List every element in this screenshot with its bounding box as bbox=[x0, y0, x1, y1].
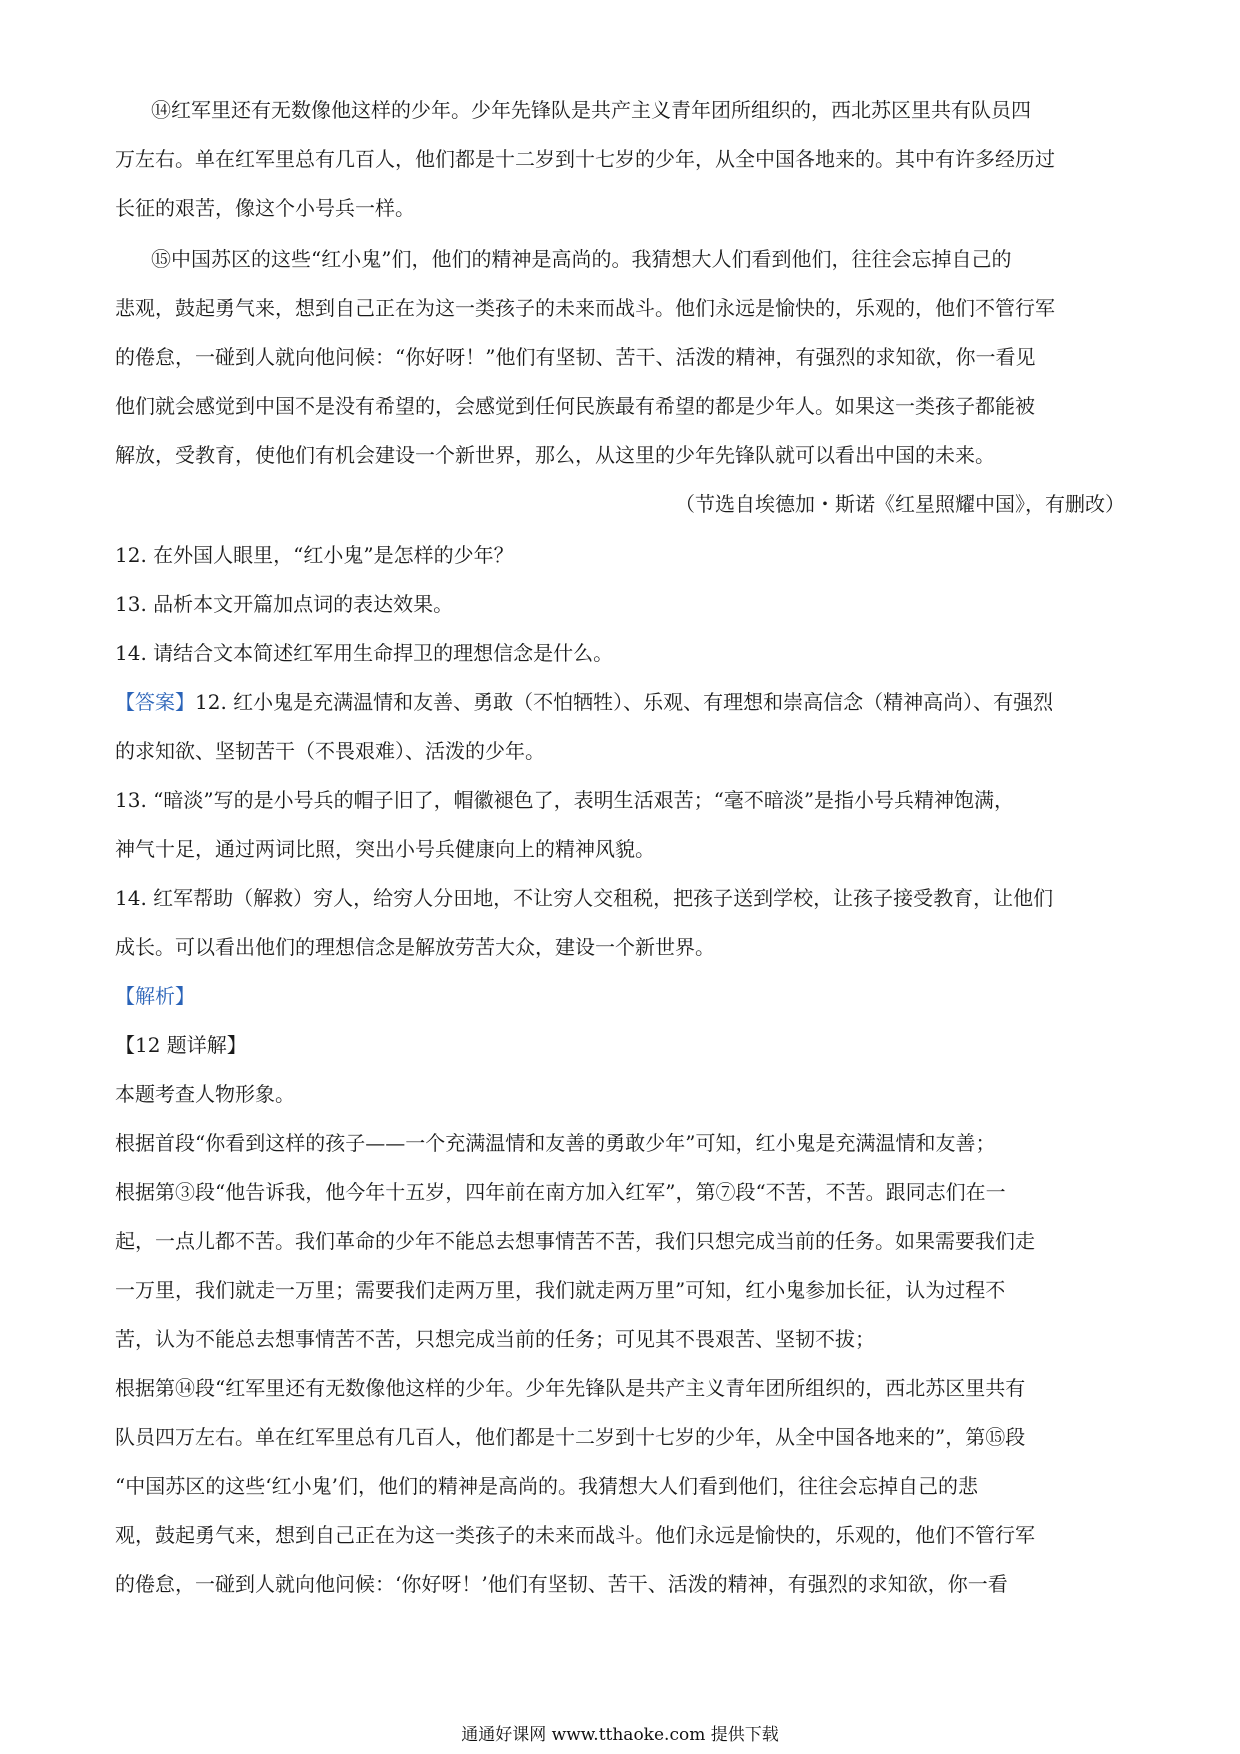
questions bbox=[115, 531, 1125, 678]
question-13: 13. 品析本文开篇加点词的表达效果。 bbox=[115, 592, 454, 616]
answer-12-line-2: 的求知欲、坚韧苦干（不畏艰难）、活泼的少年。 bbox=[115, 739, 545, 763]
analysis-section bbox=[115, 972, 1125, 1609]
text-line: ⑭红军里还有无数像他这样的少年。少年先锋队是共产主义青年团所组织的，西北苏区里共有队员四 bbox=[151, 98, 1031, 122]
text-line: 他们就会感觉到中国不是没有希望的，会感觉到任何民族最有希望的都是少年人。如果这一类孩子都能被 bbox=[115, 394, 1035, 418]
analysis-line: 苦，认为不能总去想事情苦不苦，只想完成当前的任务；可见其不畏艰苦、坚韧不拔； bbox=[115, 1327, 875, 1351]
analysis-line: 本题考查人物形象。 bbox=[115, 1082, 295, 1106]
analysis-tag: 【解析】 bbox=[115, 984, 195, 1008]
analysis-line: 起，一点儿都不苦。我们革命的少年不能总去想事情苦不苦，我们只想完成当前的任务。如果需要我们走 bbox=[115, 1229, 1035, 1253]
text-line: 悲观，鼓起勇气来，想到自己正在为这一类孩子的未来而战斗。他们永远是愉快的，乐观的，他们不管行军 bbox=[115, 296, 1055, 320]
answer-14-line-2: 成长。可以看出他们的理想信念是解放劳苦大众，建设一个新世界。 bbox=[115, 935, 715, 959]
answer-14-line-1: 14. 红军帮助（解救）穷人，给穷人分田地，不让穷人交租税，把孩子送到学校，让孩子接受教育，让他们 bbox=[115, 886, 1054, 910]
answer-12-text: 12. 红小鬼是充满温情和友善、勇敢（不怕牺牲）、乐观、有理想和崇高信念（精神高尚）、有强烈 bbox=[195, 690, 1054, 714]
analysis-line: 根据第③段“他告诉我，他今年十五岁，四年前在南方加入红军”，第⑦段“不苦，不苦。跟同志们在一 bbox=[115, 1180, 1006, 1204]
analysis-subheading-12: 【12 题详解】 bbox=[115, 1033, 247, 1057]
analysis-line: 根据首段“你看到这样的孩子——一个充满温情和友善的勇敢少年”可知，红小鬼是充满温情和友善； bbox=[115, 1131, 996, 1155]
answer-12-line-1 bbox=[115, 678, 1125, 727]
passage-paragraph-15 bbox=[115, 235, 1125, 529]
passage-paragraph-14 bbox=[115, 86, 1125, 233]
question-12: 12. 在外国人眼里，“红小鬼”是怎样的少年？ bbox=[115, 543, 514, 567]
analysis-line: 一万里，我们就走一万里；需要我们走两万里，我们就走两万里”可知，红小鬼参加长征，认为过程不 bbox=[115, 1278, 1006, 1302]
text-line: 长征的艰苦，像这个小号兵一样。 bbox=[115, 196, 415, 220]
analysis-line: 队员四万左右。单在红军里总有几百人，他们都是十二岁到十七岁的少年，从全中国各地来的”，第⑮段 bbox=[115, 1425, 1026, 1449]
answer-13-line-2: 神气十足，通过两词比照，突出小号兵健康向上的精神风貌。 bbox=[115, 837, 655, 861]
analysis-line: 观，鼓起勇气来，想到自己正在为这一类孩子的未来而战斗。他们永远是愉快的，乐观的，他们不管行军 bbox=[115, 1523, 1035, 1547]
question-14: 14. 请结合文本简述红军用生命捍卫的理想信念是什么。 bbox=[115, 641, 614, 665]
answer-tag: 【答案】 bbox=[115, 690, 195, 714]
page-footer: 通通好课网 www.tthaoke.com 提供下载 bbox=[461, 1725, 779, 1745]
text-line: 万左右。单在红军里总有几百人，他们都是十二岁到十七岁的少年，从全中国各地来的。其中有许多经历过 bbox=[115, 147, 1055, 171]
analysis-line: 根据第⑭段“红军里还有无数像他这样的少年。少年先锋队是共产主义青年团所组织的，西北苏区里共有 bbox=[115, 1376, 1026, 1400]
passage-source: （节选自埃德加・斯诺《红星照耀中国》，有删改） bbox=[675, 492, 1125, 516]
analysis-line: 的倦怠，一碰到人就向他问候：‘你好呀！’他们有坚韧、苦干、活泼的精神，有强烈的求知欲，你一看 bbox=[115, 1572, 1008, 1596]
text-line: ⑮中国苏区的这些“红小鬼”们，他们的精神是高尚的。我猜想大人们看到他们，往往会忘掉自己的 bbox=[151, 247, 1012, 271]
answer-section bbox=[115, 678, 1125, 972]
text-line: 的倦怠，一碰到人就向他问候：“你好呀！”他们有坚韧、苦干、活泼的精神，有强烈的求知欲，你一看见 bbox=[115, 345, 1036, 369]
answer-13-line-1: 13. “暗淡”写的是小号兵的帽子旧了，帽徽褪色了，表明生活艰苦；“毫不暗淡”是指小号兵精神饱满， bbox=[115, 788, 1015, 812]
text-line: 解放，受教育，使他们有机会建设一个新世界，那么，从这里的少年先锋队就可以看出中国的未来。 bbox=[115, 443, 995, 467]
analysis-line: “中国苏区的这些‘红小鬼’们，他们的精神是高尚的。我猜想大人们看到他们，往往会忘掉自己的悲 bbox=[115, 1474, 978, 1498]
